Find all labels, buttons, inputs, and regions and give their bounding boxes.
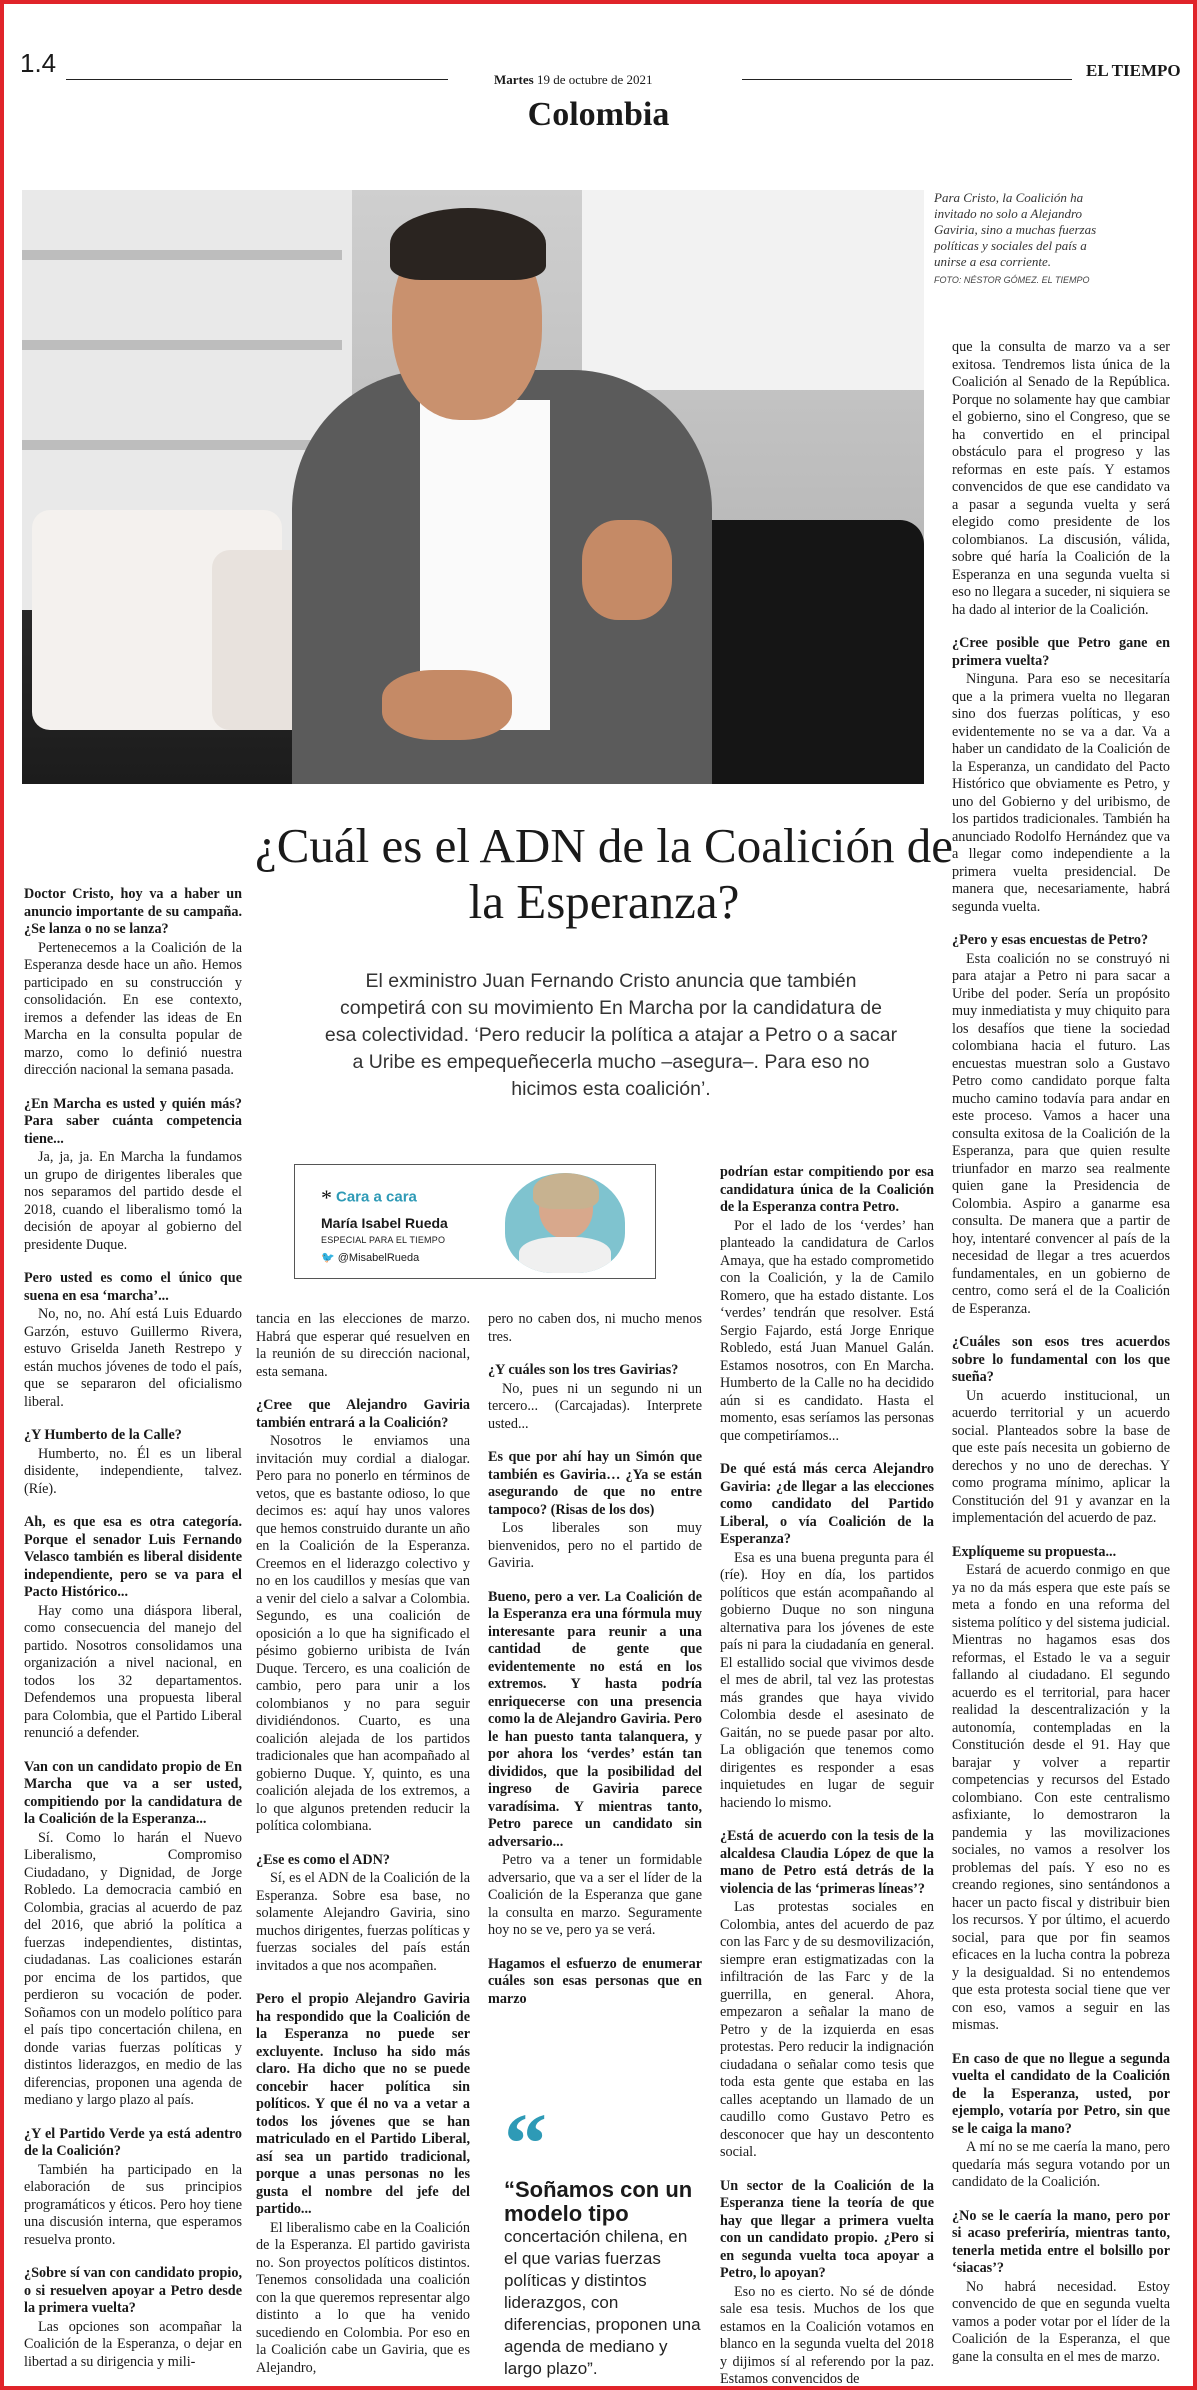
question: ¿Sobre sí van con candidato propio, o si resuelven apoyar a Petro desde la primera vuelta?: [24, 2265, 242, 2316]
column-5: [952, 339, 1170, 2382]
answer: No, no, no. Ahí está Luis Eduardo Garzón, estuvo Guillermo Rivera, estuvo Griselda Janeth Restrepo y están muchos jóvenes de todo el país, que se separaron del oficialismo liberal.: [24, 1306, 242, 1410]
column-3: [488, 1311, 702, 2009]
question: Van con un candidato propio de En Marcha que va a ser usted, compitiendo por la candidatura de la Coalición de la Esperanza...: [24, 1758, 242, 1827]
answer: A mí no se me caería la mano, pero quedaría más segura votando por un candidato de la Coalición.: [952, 2139, 1170, 2190]
answer: Estará de acuerdo conmigo en que ya no da más espera que este país se meta a fondo en una reforma del sistema político y del sistema judicial. Mientras no hagamos esas dos reformas, el Estado le va a seguir fallando al ciudadano. El segundo acuerdo es el territorial, para hacer realidad la descentralización y la autonomía, contempladas en la Constitución desde el 91. Hay que barajar y volver a repartir competencias y recursos del Estado colombiano. Con este centralismo asfixiante, lo demostraron la pandemia y las movilizaciones sociales, no vamos a resolver los problemas del país. Y eso no es creando regiones, sino sentándonos a hacer un pacto fiscal y distribuir bien los recursos. Y por último, el acuerdo social, para que por fin seamos eficaces en la lucha contra la pobreza y la desigualdad. Si no entendemos que esta protesta social tiene que ver con eso, vamos a seguir en las mismas.: [952, 1562, 1170, 2033]
question: De qué está más cerca Alejandro Gaviria: ¿de llegar a las elecciones como candidato del Partido Liberal, o vía Coalición de la Esperanza?: [720, 1461, 934, 1547]
question: Pero usted es como el único que suena en esa ‘marcha’...: [24, 1270, 242, 1304]
byline-kicker: * Cara a cara: [321, 1185, 417, 1210]
deck: El exministro Juan Fernando Cristo anuncia que también competirá con su movimiento En Marcha por la candidatura de esa colectividad. ‘Pero reducir la política a atajar a Petro o a sacar a Uribe es empequeñecerla mucho –asegura–. Para eso no hicimos esta coalición’.: [324, 970, 898, 1100]
answer: Las protestas sociales en Colombia, antes del acuerdo de paz con las Farc y de su desmovilización, siempre eran estigmatizadas con la infiltración de las Farc y de la guerrilla, en general. Ahora, empezaron a señalar la mano de Petro y de la izquierda en esas protestas. Pero reducir la indignación ciudadana o señalar como tesis que toda esta gente que estaba en las calles aceptando un llamado de un caudillo como Gustavo Petro es desconocer que hay un descontento social.: [720, 1899, 934, 2160]
question: Es que por ahí hay un Simón que también es Gaviria… ¿Ya se están asegurando de que no entre tampoco? (Risas de los dos): [488, 1449, 702, 1518]
question: Un sector de la Coalición de la Esperanza tiene la teoría de que hay que llegar a primera vuelta con un candidato propio. ¿Pero si en segunda vuelta toca apoyar a Petro, lo apoyan?: [720, 2177, 934, 2281]
answer: También ha participado en la elaboración de sus principios programáticos y éticos. Pero hoy tiene una discusión interna, que esperamos resuelva pronto.: [24, 2161, 242, 2248]
answer: Los liberales son muy bienvenidos, pero no el partido de Gaviria.: [488, 1520, 702, 1571]
answer: Por el lado de los ‘verdes’ han planteado la candidatura de Carlos Amaya, que ha estado comprometido con la Coalición, y la de Camilo Romero, que ha estado distante. Los ‘verdes’ tendrán que resolver. Está Sergio Fajardo, está Jorge Enrique Robledo, está Juan Manuel Galán. Estamos nosotros, con En Marcha. Humberto de la Calle no ha decidido aún si es candidato. Hasta el momento, esas seríamos las personas que competiríamos...: [720, 1217, 934, 1444]
answer: Eso no es cierto. No sé de dónde sale esa tesis. Muchos de los que estamos en la Coalición votamos en blanco en la segunda vuelta del 2018 y dijimos sí al referendo por la paz. Estamos convencidos de: [720, 2283, 934, 2387]
byline-box: [294, 1164, 656, 1279]
author-portrait: [505, 1173, 625, 1273]
answer: Esta coalición no se construyó ni para atajar a Petro ni para sacar a Uribe del poder. Sería un propósito muy inmediatista y muy chiquito para los desafíos que tiene la sociedad colombiana hacia el futuro. Las encuestas muestran solo a Gustavo Petro como candidato porque falta mucho camino todavía para andar en este proceso. Vamos a hacer una consulta exitosa de la Coalición de la Esperanza, para que quien resulte triunfador en marzo sea realmente quien gane la Presidencia de Colombia. Aspiro a ganarme esa consulta. De manera que a partir de hoy, intentaré convencer al país de la necesidad de llegar a tres acuerdos fundamentales, en un gobierno de centro, como será el de la Coalición de Esperanza.: [952, 950, 1170, 1317]
column-1: [24, 886, 242, 2387]
answer: El liberalismo cabe en la Coalición de la Esperanza. El partido gavirista no. Son proyectos políticos distintos. Tenemos consolidada una coalición con la que queremos representar algo distinto a lo que ha venido sucediendo en Colombia. Por eso en la Coalición cabe un Gaviria, que es Alejandro,: [256, 2219, 470, 2376]
byline-twitter: 🐦 @MisabelRueda: [321, 1252, 420, 1264]
question: Pero el propio Alejandro Gaviria ha respondido que la Coalición de la Esperanza no puede ser excluyente. Incluso ha sido más claro. Ha dicho que no se puede concebir hacer política sin políticos. Y que él no va a vetar a todos los jóvenes que se han matriculado en el Partido Liberal, así sea un partido tradicional, porque a unas personas no les gusta el nombre del jefe del partido...: [256, 1991, 470, 2217]
answer: Hay como una diáspora liberal, como consecuencia del manejo del partido. Nosotros consolidamos una organización a nivel nacional, en todos los 32 departamentos. Defendemos una propuesta liberal para Colombia, que el Partido Liberal renunció a defender.: [24, 1602, 242, 1741]
pull-quote-body: concertación chilena, en el que varias fuerzas políticas y distintos liderazgos, con diferencias, proponen una agenda de mediano y largo plazo”.: [504, 2227, 701, 2378]
headline: ¿Cuál es el ADN de la Coalición de la Esperanza?: [254, 818, 954, 929]
answer: tancia en las elecciones de marzo. Habrá que esperar qué resuelven en la reunión de su dirección nacional, esta semana.: [256, 1311, 470, 1380]
pull-quote: [504, 2095, 704, 2380]
question: ¿Y el Partido Verde ya está adentro de la Coalición?: [24, 2125, 242, 2159]
question: Bueno, pero a ver. La Coalición de la Esperanza era una fórmula muy interesante para reunir a una cantidad de gente que evidentemente no está en los extremos. Y hasta podría enriquecerse con una presencia como la de Alejandro Gaviria. Pero le han puesto tanta talanquera, y por ahora los ‘verdes’ están tan divididos, que la posibilidad del ingreso de Gaviria parece varadísima. Y mientras tanto, Petro parece un candidato sin adversario...: [488, 1588, 702, 1850]
answer: Sí. Como lo harán el Nuevo Liberalismo, Compromiso Ciudadano, y Dignidad, de Jorge Robledo. La democracia cambió en Colombia, gracias al acuerdo de paz del 2016, que abrió la política a fuerzas independientes, distintas, ciudadanas. Las coaliciones estarán por encima de los partidos, que perdieron su vocación de poder. Soñamos con un modelo político para el país tipo concertación chilena, en donde varias fuerzas políticas y distintos liderazgos, en medio de las diferencias, proponen una agenda de mediano y largo plazo al país.: [24, 1829, 242, 2108]
answer: Ninguna. Para eso se necesitaría que a la primera vuelta no llegaran sino dos fuerzas políticas, y eso evidentemente no se va a dar. Va a haber un candidato de la Coalición de la Esperanza, un candidato del Pacto Histórico que obviamente es Petro, y uno del Gobierno y del uribismo, de los partidos tradicionales. También ha anunciado Rodolfo Hernández que va a llegar como independiente a la primera vuelta presidencial. De manera que, necesariamente, habrá segunda vuelta.: [952, 671, 1170, 915]
question: ¿Pero y esas encuestas de Petro?: [952, 932, 1149, 948]
pull-quote-lead: “Soñamos con un modelo tipo: [504, 2177, 693, 2226]
answer: Humberto, no. Él es un liberal disidente, independiente, talvez. (Ríe).: [24, 1445, 242, 1497]
byline-author: María Isabel Rueda: [321, 1215, 448, 1231]
date-rest: 19 de octubre de 2021: [536, 72, 653, 87]
dateline: [494, 72, 652, 88]
twitter-icon: 🐦: [321, 1252, 335, 1264]
question: ¿Ese es como el ADN?: [256, 1851, 390, 1868]
column-2: [256, 1311, 470, 2390]
answer: Las opciones son acompañar la Coalición de la Esperanza, o dejar en libertad a su dirigencia y mili-: [24, 2318, 242, 2370]
answer: Pertenecemos a la Coalición de la Esperanza desde hace un año. Hemos participado en su construcción y consolidación. En ese contexto, iremos a defender las ideas de En Marcha en la consulta popular de marzo, como lo definió nuestra dirección nacional la semana pasada.: [24, 939, 242, 1078]
answer: Un acuerdo institucional, un acuerdo territorial y un acuerdo social. Planteados sobre la base de que este país necesita un gobierno de derechos y no uno de derechas. Y como programa mínimo, aplicar la Constitución del 91 y avanzar en la implementación del acuerdo de paz.: [952, 1387, 1170, 1526]
answer: que la consulta de marzo va a ser exitosa. Tendremos lista única de la Coalición al Senado de la República. Porque no solamente hay que cambiar el gobierno, sino el Congreso, que se ha convertido en el principal obstáculo para el progreso y las reformas en este país. Y estamos convencidos de que ese candidato va a pasar a segunda vuelta y será elegido como presidente de los colombianos. La discusión, válida, sobre qué haría la Coalición de la Esperanza en una segunda vuelta si eso no llegara a suceder, ni siquiera se ha dado al interior de la Coalición.: [952, 339, 1170, 618]
byline-role: ESPECIAL PARA EL TIEMPO: [321, 1235, 446, 1245]
answer: Esa es una buena pregunta para él (ríe). Hoy en día, los partidos políticos que están acompañando al gobierno Duque no son ninguna alternativa para los jóvenes de este país ni para la ciudadanía en general. El estallido social que vivimos desde el mes de abril, tal vez las protestas más grandes que haya vivido Colombia desde el asesinato de Gaitán, no se puede pasar por alto. La obligación que tenemos como dirigentes es responder a esas inquietudes en lugar de seguir haciendo lo mismo.: [720, 1549, 934, 1811]
question: Doctor Cristo, hoy va a haber un anuncio importante de su campaña. ¿Se lanza o no se lanza?: [24, 886, 242, 937]
interview-photo: [22, 190, 924, 784]
question: Hagamos el esfuerzo de enumerar cuáles son esas personas que en marzo: [488, 1955, 702, 2007]
question: ¿Y cuáles son los tres Gavirias?: [488, 1362, 679, 1378]
question: ¿No se le caería la mano, pero por si acaso preferiría, mientras tanto, tenerla metida entre el bolsillo por ‘siacas’?: [952, 2207, 1170, 2276]
question: ¿Cuáles son esos tres acuerdos sobre lo fundamental con los que sueña?: [952, 1334, 1170, 1385]
question: podrían estar compitiendo por esa candidatura única de la Coalición de la Esperanza contra Petro.: [720, 1164, 934, 1215]
page-number: 1.4: [20, 48, 57, 78]
question: Explíqueme su propuesta...: [952, 1543, 1117, 1560]
answer: Petro va a tener un formidable adversario, que va a ser el líder de la Coalición de la Esperanza que gane la consulta en marzo. Seguramente hoy no se ve, pero ya se verá.: [488, 1852, 702, 1938]
date-day: Martes: [494, 72, 534, 87]
question: En caso de que no llegue a segunda vuelta el candidato de la Coalición de la Esperanza, usted, por ejemplo, votaría por Petro, sin que se le caiga la mano?: [952, 2050, 1170, 2137]
answer: Ja, ja, ja. En Marcha la fundamos un grupo de dirigentes liberales que nos separamos del partido desde el 2018, cuando el liberalismo tomó la decisión de apoyar al gobierno del presidente Duque.: [24, 1149, 242, 1253]
question: Ah, es que esa es otra categoría. Porque el senador Luis Fernando Velasco también es liberal disidente independiente, pero se va para el Pacto Histórico...: [24, 1514, 242, 1600]
answer: No habrá necesidad. Estoy convencido de que en segunda vuelta vamos a poder votar por el líder de la Coalición de la Esperanza, el que gane la consulta en el mes de marzo.: [952, 2278, 1170, 2365]
answer: pero no caben dos, ni mucho menos tres.: [488, 1311, 702, 1345]
section-title: Colombia: [527, 96, 670, 133]
photo-credit: FOTO: NÉSTOR GÓMEZ. EL TIEMPO: [934, 275, 1090, 285]
header-rule-left: [66, 79, 448, 80]
caption-text: Para Cristo, la Coalición ha invitado no solo a Alejandro Gaviria, sino a muchas fuerzas políticas y sociales del país a unirse a esa corriente.: [934, 190, 1097, 269]
question: ¿En Marcha es usted y quién más? Para saber cuánta competencia tiene...: [24, 1095, 242, 1147]
answer: No, pues ni un segundo ni un tercero... (Carcajadas). Interprete usted...: [488, 1380, 702, 1432]
question: ¿Cree posible que Petro gane en primera vuelta?: [952, 635, 1170, 669]
question: ¿Y Humberto de la Calle?: [24, 1427, 182, 1443]
newspaper-name: EL TIEMPO: [1086, 61, 1181, 80]
question: ¿Cree que Alejandro Gaviria también entrará a la Coalición?: [256, 1397, 470, 1431]
quote-mark-icon: “: [504, 2095, 547, 2191]
question: ¿Está de acuerdo con la tesis de la alcaldesa Claudia López de que la mano de Petro está detrás de la violencia de las ‘primeras líneas’?: [720, 1828, 934, 1897]
answer: Sí, es el ADN de la Coalición de la Esperanza. Sobre esa base, no solamente Alejandro Gaviria, sino muchos dirigentes, fuerzas políticas y fuerzas sociales del país están invitados a que nos acompañen.: [256, 1870, 470, 1974]
photo-caption: [934, 190, 1104, 288]
column-4: [720, 1164, 934, 2390]
header-rule-right: [742, 79, 1072, 80]
answer: Nosotros le enviamos una invitación muy cordial a dialogar. Pero para no ponerlo en términos de vetos, que es bastante odioso, lo que decimos es: aquí hay unos valores que hemos construido durante un año en la Coalición de la Esperanza. Creemos en el liderazgo colectivo y no en los caudillos y mesías que van a venir del cielo a salvar a Colombia. Segundo, es una coalición de oposición a lo que ha significado el pésimo gobierno uribista de Iván Duque. Tercero, es una coalición de cambio, pero para unir a los colombianos y no para seguir dividiéndonos. Cuarto, es una coalición alejada de los partidos tradicionales que han acompañado al gobierno Duque. Y, quinto, es una coalición alejada de los extremos, a lo que algunos pretenden reducir la política colombiana.: [256, 1433, 470, 1834]
asterisk-icon: *: [321, 1185, 332, 1210]
